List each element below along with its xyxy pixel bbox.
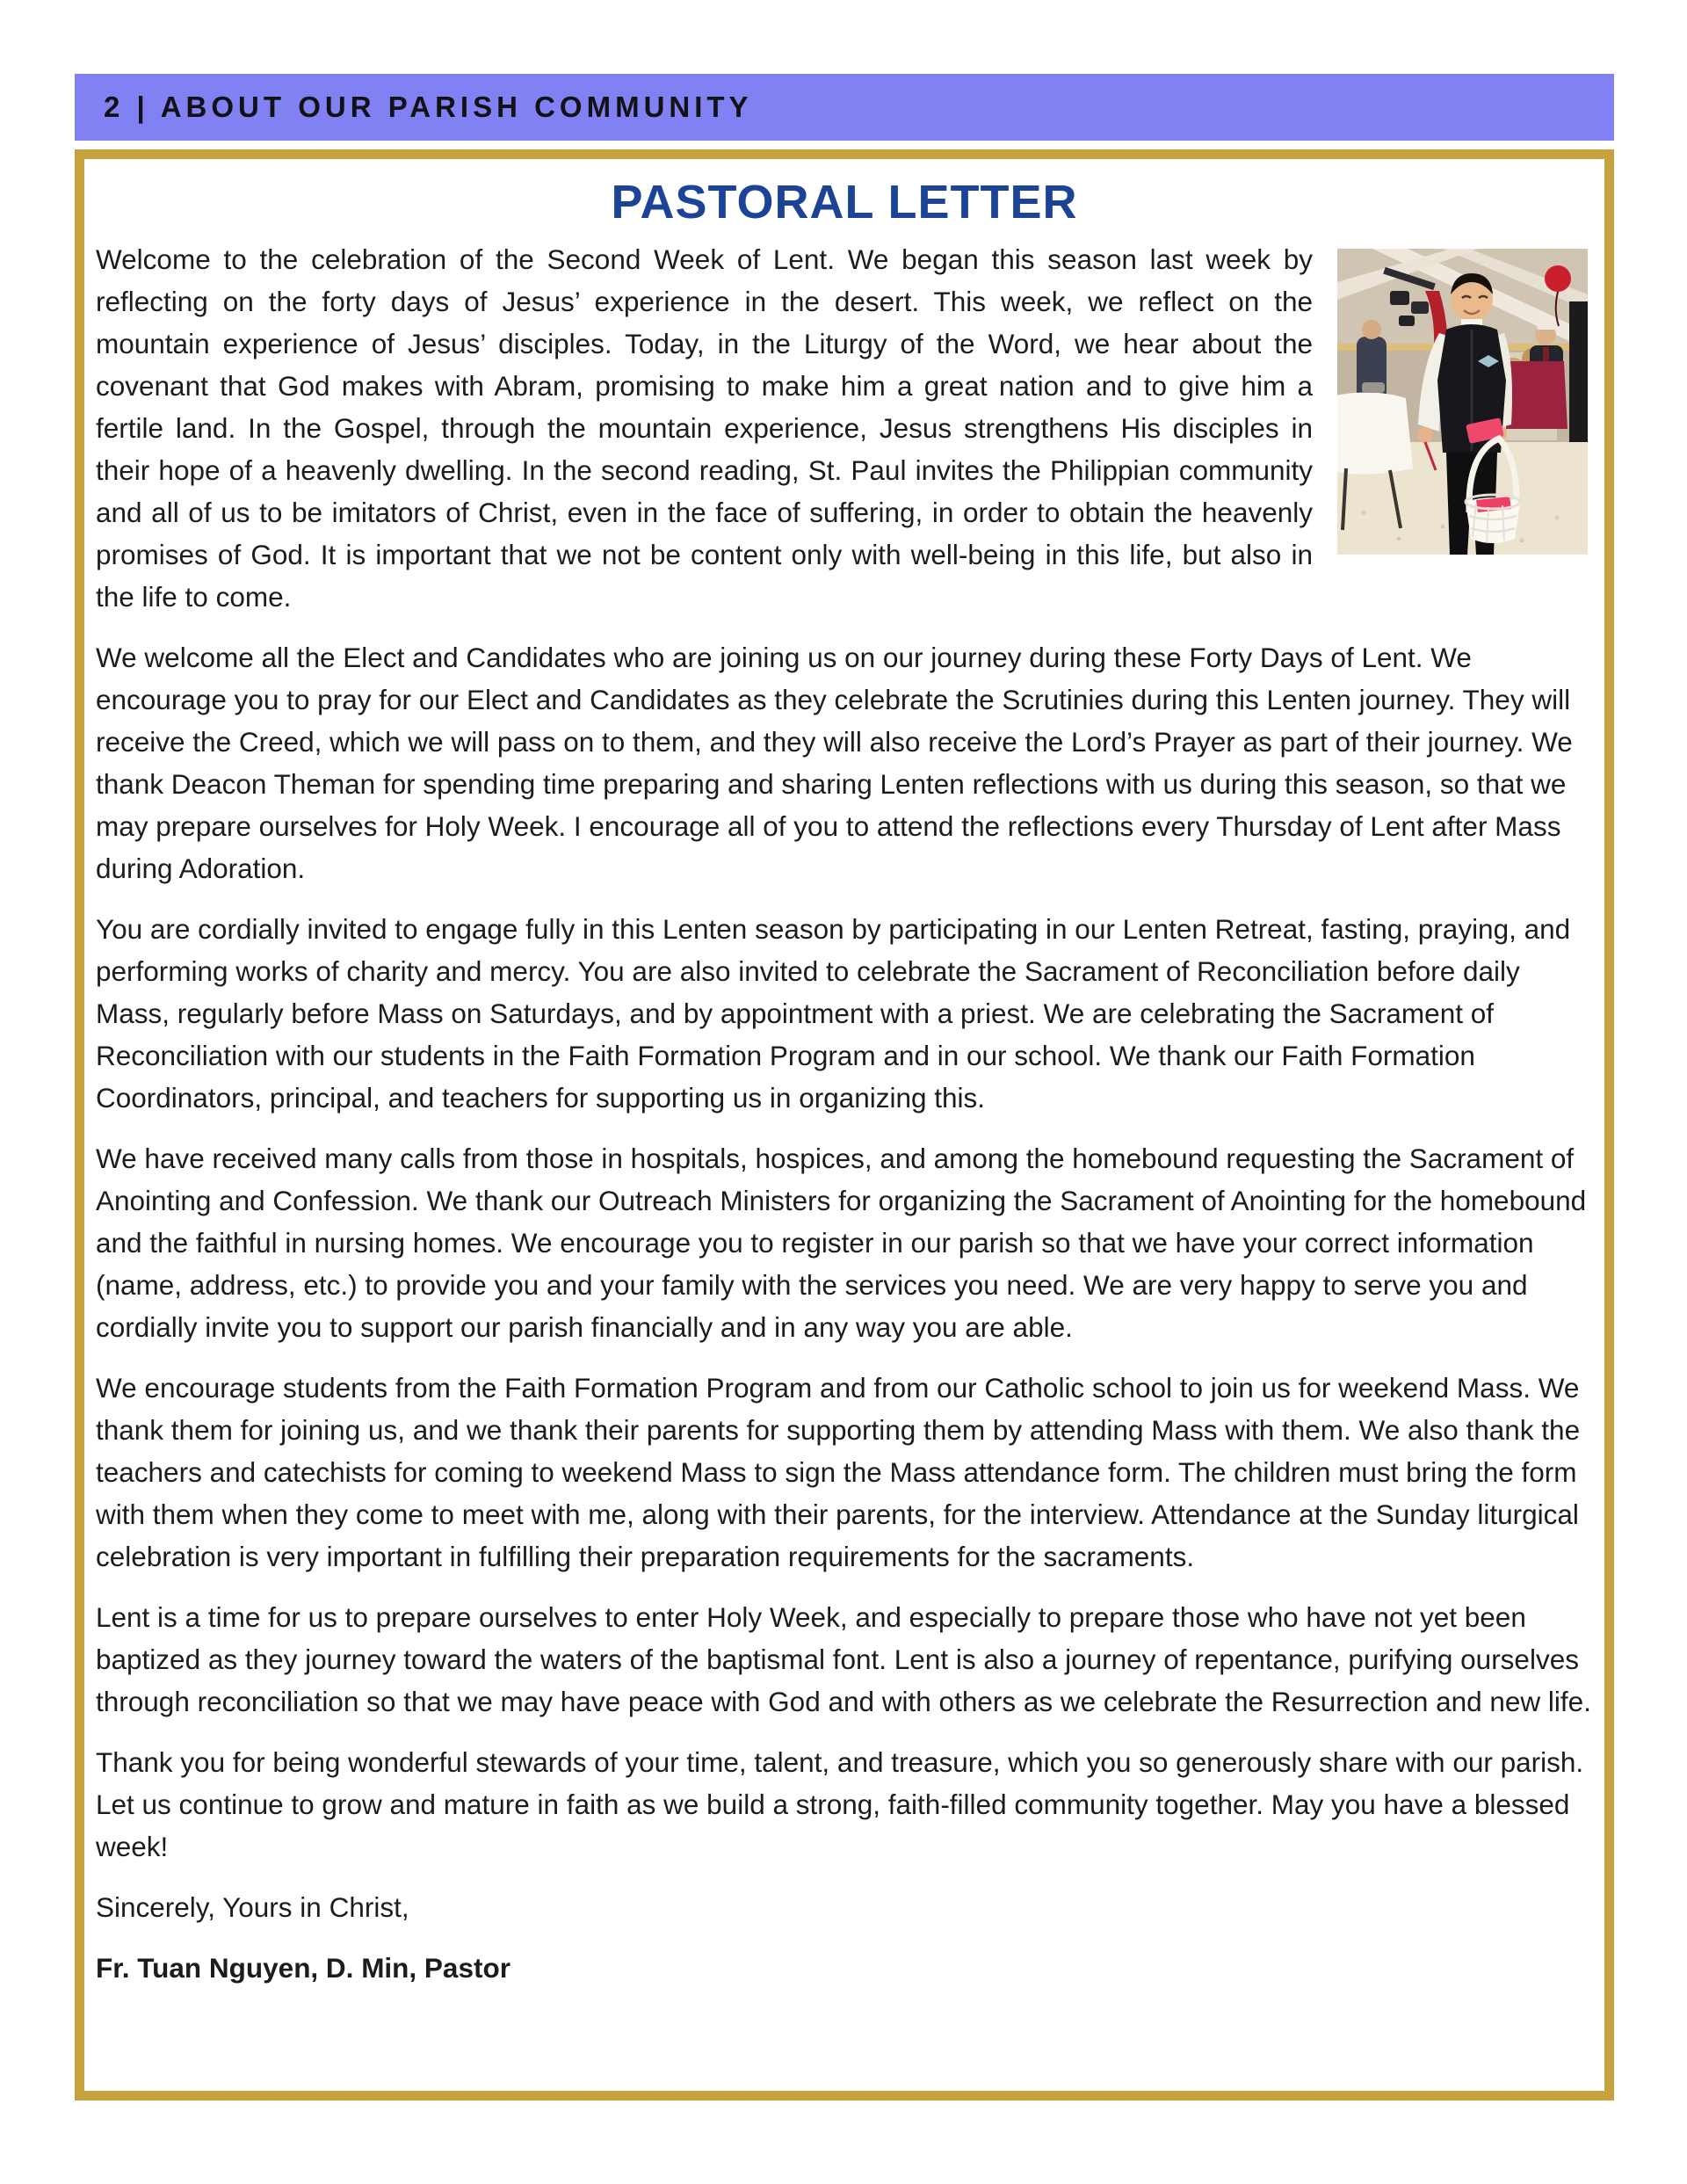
section-header-band [75,74,1614,141]
letter-signature: Fr. Tuan Nguyen, D. Min, Pastor [96,1952,510,1984]
letter-paragraph: Thank you for being wonderful stewards of your time, talent, and treasure, which you so generously share with our parish. Let us continue to grow and mature in faith as we build a strong, faith-filled community together. May you have a blessed week! [96,1746,1584,1862]
letter-closing: Sincerely, Yours in Christ, [96,1891,409,1923]
page-title: PASTORAL LETTER [611,176,1078,229]
letter-paragraph: We welcome all the Elect and Candidates who are joining us on our journey during these Forty Days of Lent. We encourage you to pray for our Elect and Candidates as they celebrate the Scrutinies during this Lenten journey. They will receive the Creed, which we will pass on to them, and they will also receive the Lord’s Prayer as part of their journey. We thank Deacon Theman for spending time preparing and sharing Lenten reflections with us during this season, so that we may prepare ourselves for Holy Week. I encourage all of you to attend the reflections every Thursday of Lent after Mass during Adoration. [96,642,1573,884]
letter-paragraph: You are cordially invited to engage fully in this Lenten season by participating in our Lenten Retreat, fasting, praying, and performing works of charity and mercy. You are also invited to celebrate the Sacrament of Reconciliation before daily Mass, regularly before Mass on Saturdays, and by appointment with a priest. We are celebrating the Sacrament of Reconciliation with our students in the Faith Formation Program and in our school. We thank our Faith Formation Coordinators, principal, and teachers for supporting us in organizing this. [96,913,1571,1114]
pastor-photo [1337,249,1588,555]
pastoral-letter-card [75,149,1614,2101]
letter-paragraph: We have received many calls from those in hospitals, hospices, and among the homebound requesting the Sacrament of Anointing and Confession. We thank our Outreach Ministers for organizing the Sacrament of Anointing for the homebound and the faithful in nursing homes. We encourage you to register in our parish so that we have your correct information (name, address, etc.) to provide you and your family with the services you need. We are very happy to serve you and cordially invite you to support our parish financially and in any way you are able. [96,1143,1587,1343]
letter-paragraph: Welcome to the celebration of the Second Week of Lent. We began this season last week by reflecting on the forty days of Jesus’ experience in the desert. This week, we reflect on the mountain experience of Jesus’ disciples. Today, in the Liturgy of the Word, we hear about the covenant that God makes with Abram, promising to make him a great nation and to give him a fertile land. In the Gospel, through the mountain experience, Jesus strengthens His disciples in their hope of a heavenly dwelling. In the second reading, St. Paul invites the Philippian community and all of us to be imitators of Christ, even in the face of suffering, in order to obtain the heavenly promises of God. It is important that we not be content only with well-being in this life, but also in the life to come. [96,243,1313,613]
pastor-photo-illustration [1337,249,1588,555]
section-header-label: 2 | ABOUT OUR PARISH COMMUNITY [104,91,753,123]
letter-paragraph: Lent is a time for us to prepare ourselves to enter Holy Week, and especially to prepare those who have not yet been baptized as they journey toward the waters of the baptismal font. Lent is also a journey of repentance, purifying ourselves through reconciliation so that we may have peace with God and with others as we celebrate the Resurrection and new life. [96,1601,1591,1717]
letter-paragraph: We encourage students from the Faith Formation Program and from our Catholic school to join us for weekend Mass. We thank them for joining us, and we thank their parents for supporting them by attending Mass with them. We also thank the teachers and catechists for coming to weekend Mass to sign the Mass attendance form. The children must bring the form with them when they come to meet with me, along with their parents, for the interview. Attendance at the Sunday liturgical celebration is very important in fulfilling their preparation requirements for the sacraments. [96,1372,1581,1572]
letter-body [96,238,1593,1989]
